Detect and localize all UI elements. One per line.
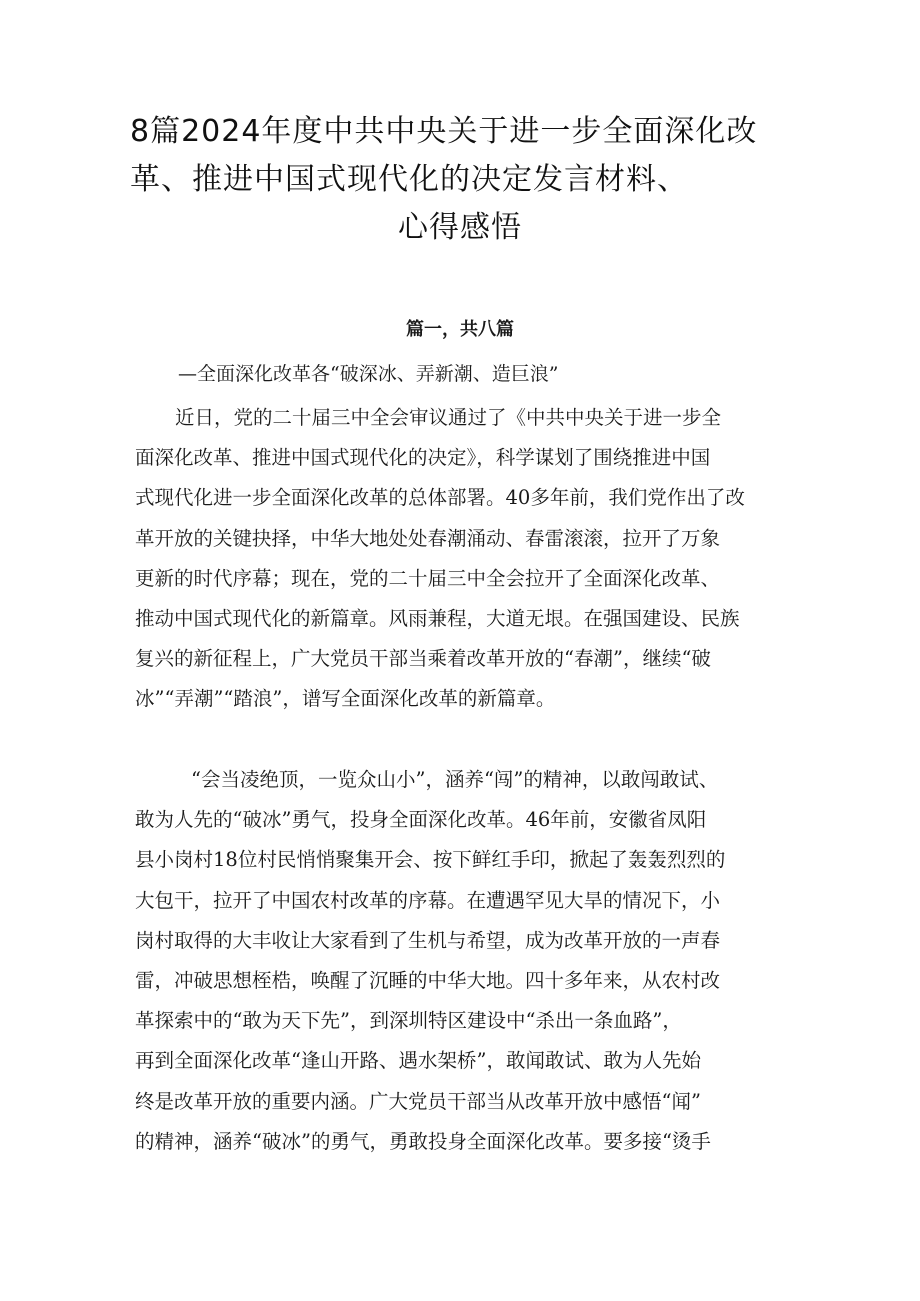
article-subtitle: —全面深化改革各“破深冰、弄新潮、造巨浪” — [178, 363, 559, 385]
title-line-3: 心得感悟 — [398, 210, 522, 245]
paragraph-line: 雷，冲破思想桎梏，唤醒了沉睡的中华大地。四十多年来，从农村改 — [135, 969, 721, 993]
paragraph-line: 式现代化进一步全面深化改革的总体部署。40多年前，我们党作出了改 — [135, 486, 745, 510]
paragraph-line: 岗村取得的大丰收让大家看到了生机与希望，成为改革开放的一声春 — [135, 928, 721, 952]
paragraph-line: 面深化改革、推进中国式现代化的决定》，科学谋划了围绕推进中国 — [135, 446, 711, 470]
paragraph-line: 革探索中的“敢为天下先”，到深圳特区建设中“杀出一条血路”， — [135, 1009, 682, 1033]
paragraph-line: 近日，党的二十届三中全会审议通过了《中共中央关于进一步全 — [175, 406, 722, 429]
paragraph-line: 终是改革开放的重要内涵。广大党员干部当从改革开放中感悟“闻” — [135, 1089, 701, 1113]
title-line-2: 革、推进中国式现代化的决定发言材料、 — [130, 162, 688, 197]
paragraph-line: 敢为人先的“破冰”勇气，投身全面深化改革。46年前，安徽省凤阳 — [135, 808, 707, 832]
paragraph-line: “会当凌绝顶，一览众山小”，涵养“闯”的精神，以敢闯敢试、 — [191, 768, 719, 791]
paragraph-line: 推动中国式现代化的新篇章。风雨兼程，大道无垠。在强国建设、民族 — [135, 607, 740, 631]
paragraph-line: 复兴的新征程上，广大党员干部当乘着改革开放的“春潮”，继续“破 — [135, 647, 711, 671]
paragraph-line: 再到全面深化改革“逢山开路、遇水架桥”，敢闻敢试、敢为人先始 — [135, 1049, 701, 1073]
paragraph-1 — [135, 398, 795, 720]
title-line-1: 8篇2024年度中共中央关于进一步全面深化改 — [130, 114, 758, 149]
paragraph-2 — [135, 760, 795, 1162]
paragraph-line: 冰”“弄潮”“踏浪”，谱写全面深化改革的新篇章。 — [135, 687, 556, 711]
paragraph-line: 的精神，涵养“破冰”的勇气，勇敢投身全面深化改革。要多接“烫手 — [135, 1129, 711, 1153]
paragraph-line: 县小岗村18位村民悄悄聚集开会、按下鲜红手印，掀起了轰轰烈烈的 — [135, 848, 726, 872]
paragraph-line: 更新的时代序幕；现在，党的二十届三中全会拉开了全面深化改革、 — [135, 566, 721, 590]
document-title — [130, 108, 790, 252]
section-heading: 篇一，共八篇 — [406, 319, 514, 340]
paragraph-line: 革开放的关键抉择，中华大地处处春潮涌动、春雷滚滚，拉开了万象 — [135, 526, 721, 550]
paragraph-line: 大包干，拉开了中国农村改革的序幕。在遭遇罕见大旱的情况下，小 — [135, 888, 721, 912]
